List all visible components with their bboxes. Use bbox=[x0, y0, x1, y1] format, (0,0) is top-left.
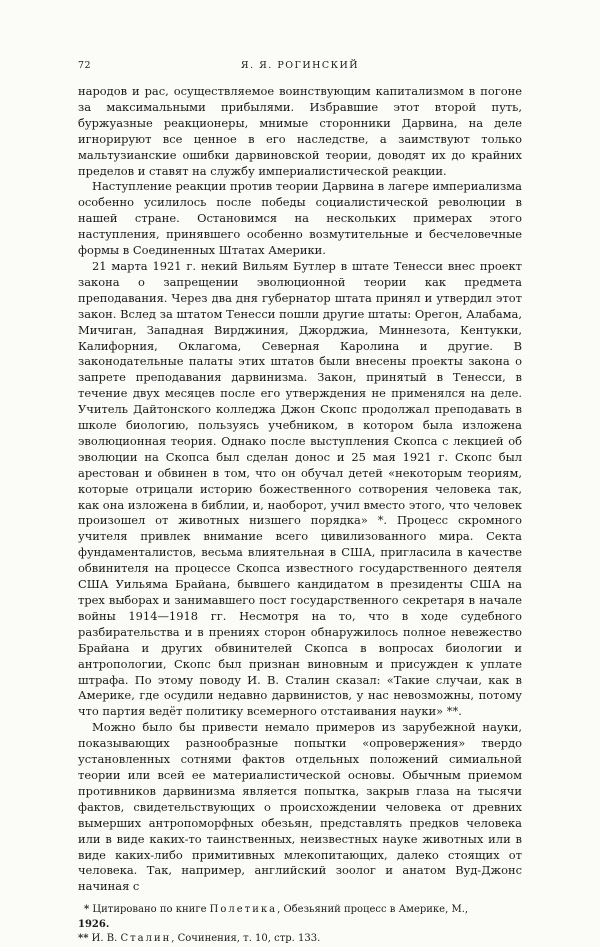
footnote-source: , Обезьяний процесс в Америке, М., bbox=[277, 904, 469, 916]
footnote-text: Цитировано по книге bbox=[92, 904, 207, 916]
document-page bbox=[78, 58, 522, 947]
paragraph-1: народов и рас, осуществляемое воинствующим капитализмом в погоне за максимальными прибылями. Избравшие этот второй путь, буржуазные реакционеры, мнимые сторонники Дарвина, на деле игнорируют все ценное в его наследстве, а заимствуют только мальтузианские ошибки дарвиновской теории, доводят их до крайних пределов и ставят на службу империалистической реакции. bbox=[78, 84, 522, 178]
footnote-author: Полетика bbox=[209, 904, 278, 916]
footnote-source: , Сочинения, т. 10, стр. 133. bbox=[171, 933, 321, 945]
footnote-2 bbox=[78, 932, 522, 947]
page-number: 72 bbox=[78, 60, 92, 71]
footnote-mark: ** bbox=[78, 933, 89, 945]
footnote-text: И. В. bbox=[91, 933, 118, 945]
page-header bbox=[78, 58, 522, 78]
footnote-author: Сталин bbox=[120, 933, 172, 945]
footnotes bbox=[78, 903, 522, 947]
paragraph-3: 21 марта 1921 г. некий Вильям Бутлер в штате Тенесси внес проект закона о запрещении эволюционной теории как предмета преподавания. Через два дня губернатор штата принял и утвердил этот закон. Вслед за штатом Тенесси пошли другие штаты: Орегон, Алабама, Мичиган, Западная Вирджиния, Джорджиа, Миннезота, Кентукки, Калифорния, Оклагома, Северная Каролина и другие. В законодательные палаты этих штатов были внесены проекты закона о запрете преподавания дарвинизма. Закон, принятый в Тенесси, в течение двух месяцев после его утверждения не применялся на деле. Учитель Дайтонского колледжа Джон Скопс продолжал преподавать в школе биологию, пользуясь учебником, в котором была изложена эволюционная теория. Однако после выступления Скопса с лекцией об эволюции на Скопса был сделан донос и 25 мая 1921 г. Скопс был арестован и обвинен в том, что он обучал детей «некоторым теориям, которые отрицали историю божественного сотворения человека так, как она изложена в библии, и, наоборот, учил вместо этого, что человек произошел от животных низшего порядка» *. Процесс скромного учителя привлек внимание всего цивилизованного мира. Секта фундаменталистов, весьма влиятельная в США, пригласила в качестве обвинителя на процессе Скопса известного государственного деятеля США Уильяма Брайана, бывшего кандидатом в президенты США на трех выборах и занимавшего пост государственного секретаря в начале войны 1914—1918 гг. Несмотря на то, что в ходе судебного разбирательства и в прениях сторон обнаружилось полное невежество Брайана и других обвинителей Скопса в вопросах биологии и антропологии, Скопс был признан виновным и присужден к уплате штрафа. По этому поводу И. В. Сталин сказал: «Такие случаи, как в Америке, где осудили недавно дарвинистов, у нас невозможны, потому что партия ведёт политику всемерного отстаивания науки» **. bbox=[78, 258, 522, 719]
body-text bbox=[78, 84, 522, 895]
running-head: Я. Я. РОГИНСКИЙ bbox=[240, 60, 360, 71]
footnote-mark: * bbox=[84, 904, 90, 916]
paragraph-4: Можно было бы привести немало примеров из зарубежной науки, показывающих разнообразные попытки «опровержения» твердо установленных сотнями фактов отдельных положений симиальной теории или всей ее материалистической основы. Обычным приемом противников дарвинизма является попытка, закрыв глаза на тысячи фактов, свидетельствующих о происхождении человека от древних вымерших антропоморфных обезьян, представлять предков человека или в виде каких-то таинственных, неизвестных науке животных или в виде каких-либо примитивных млекопитающих, далеко стоящих от человека. Так, например, английский зоолог и анатом Вуд-Джонс начиная с bbox=[78, 720, 522, 894]
footnote-year: 1926. bbox=[78, 918, 110, 930]
footnote-1 bbox=[78, 903, 522, 932]
paragraph-2: Наступление реакции против теории Дарвина в лагере империализма особенно усилилось после победы социалистической революции в нашей стране. Остановимся на нескольких примерах этого наступления, принявшего особенно возмутительные и бесчеловечные формы в Соединенных Штатах Америки. bbox=[78, 179, 522, 258]
